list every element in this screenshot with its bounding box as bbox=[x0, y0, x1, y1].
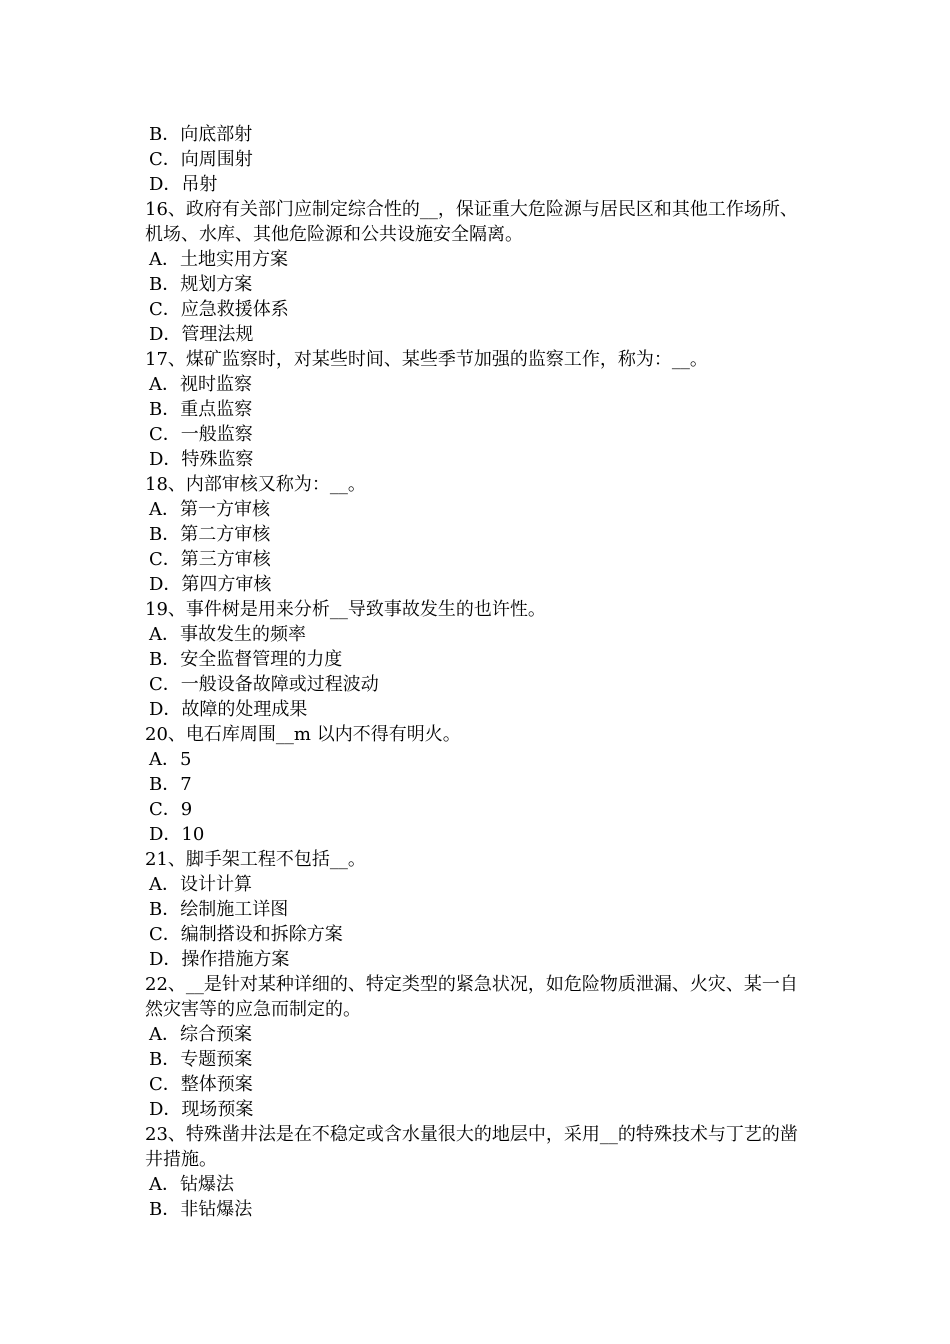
question-text: 21、脚手架工程不包括__。 bbox=[145, 849, 366, 870]
answer-option: C．编制搭设和拆除方案 bbox=[149, 924, 343, 945]
answer-option: D．第四方审核 bbox=[149, 574, 272, 595]
answer-option: C．整体预案 bbox=[149, 1074, 253, 1095]
answer-option: C．应急救援体系 bbox=[149, 299, 289, 320]
answer-option: A．事故发生的频率 bbox=[149, 624, 306, 645]
document-page bbox=[145, 122, 813, 1222]
answer-option: B．绘制施工详图 bbox=[149, 899, 289, 920]
question-text: 19、事件树是用来分析__导致事故发生的也许性。 bbox=[145, 599, 546, 620]
answer-option: D．特殊监察 bbox=[149, 449, 254, 470]
question-text: 20、电石库周围__m 以内不得有明火。 bbox=[145, 724, 461, 745]
answer-option: C．一般监察 bbox=[149, 424, 253, 445]
answer-option: D．10 bbox=[149, 824, 205, 845]
answer-option: B．规划方案 bbox=[149, 274, 253, 295]
answer-option: C．9 bbox=[149, 799, 193, 820]
answer-option: A．钻爆法 bbox=[149, 1174, 234, 1195]
answer-option: B．向底部射 bbox=[149, 124, 253, 145]
answer-option: B．重点监察 bbox=[149, 399, 253, 420]
question-text: 17、煤矿监察时，对某些时间、某些季节加强的监察工作，称为：__。 bbox=[145, 349, 708, 370]
answer-option: A．综合预案 bbox=[149, 1024, 252, 1045]
answer-option: A．设计计算 bbox=[149, 874, 252, 895]
question-text: 22、__是针对某种详细的、特定类型的紧急状况，如危险物质泄漏、火灾、某一自然灾害等的应急而制定的。 bbox=[145, 974, 798, 1020]
question-text: 23、特殊凿井法是在不稳定或含水量很大的地层中，采用__的特殊技术与丁艺的凿井措施。 bbox=[145, 1124, 798, 1170]
question-text: 18、内部审核又称为：__。 bbox=[145, 474, 366, 495]
question-text: 16、政府有关部门应制定综合性的__，保证重大危险源与居民区和其他工作场所、机场、水库、其他危险源和公共设施安全隔离。 bbox=[145, 199, 798, 245]
answer-option: C．一般设备故障或过程波动 bbox=[149, 674, 379, 695]
answer-option: B．专题预案 bbox=[149, 1049, 253, 1070]
answer-option: D．操作措施方案 bbox=[149, 949, 290, 970]
answer-option: D．管理法规 bbox=[149, 324, 254, 345]
answer-option: A．土地实用方案 bbox=[149, 249, 288, 270]
answer-option: C．第三方审核 bbox=[149, 549, 271, 570]
answer-option: A．第一方审核 bbox=[149, 499, 270, 520]
answer-option: B．第二方审核 bbox=[149, 524, 271, 545]
answer-option: C．向周围射 bbox=[149, 149, 253, 170]
answer-option: A．视时监察 bbox=[149, 374, 252, 395]
answer-option: A．5 bbox=[149, 749, 192, 770]
answer-option: D．吊射 bbox=[149, 174, 218, 195]
answer-option: D．故障的处理成果 bbox=[149, 699, 308, 720]
answer-option: B．非钻爆法 bbox=[149, 1199, 253, 1220]
answer-option: B．安全监督管理的力度 bbox=[149, 649, 343, 670]
answer-option: B．7 bbox=[149, 774, 192, 795]
answer-option: D．现场预案 bbox=[149, 1099, 254, 1120]
